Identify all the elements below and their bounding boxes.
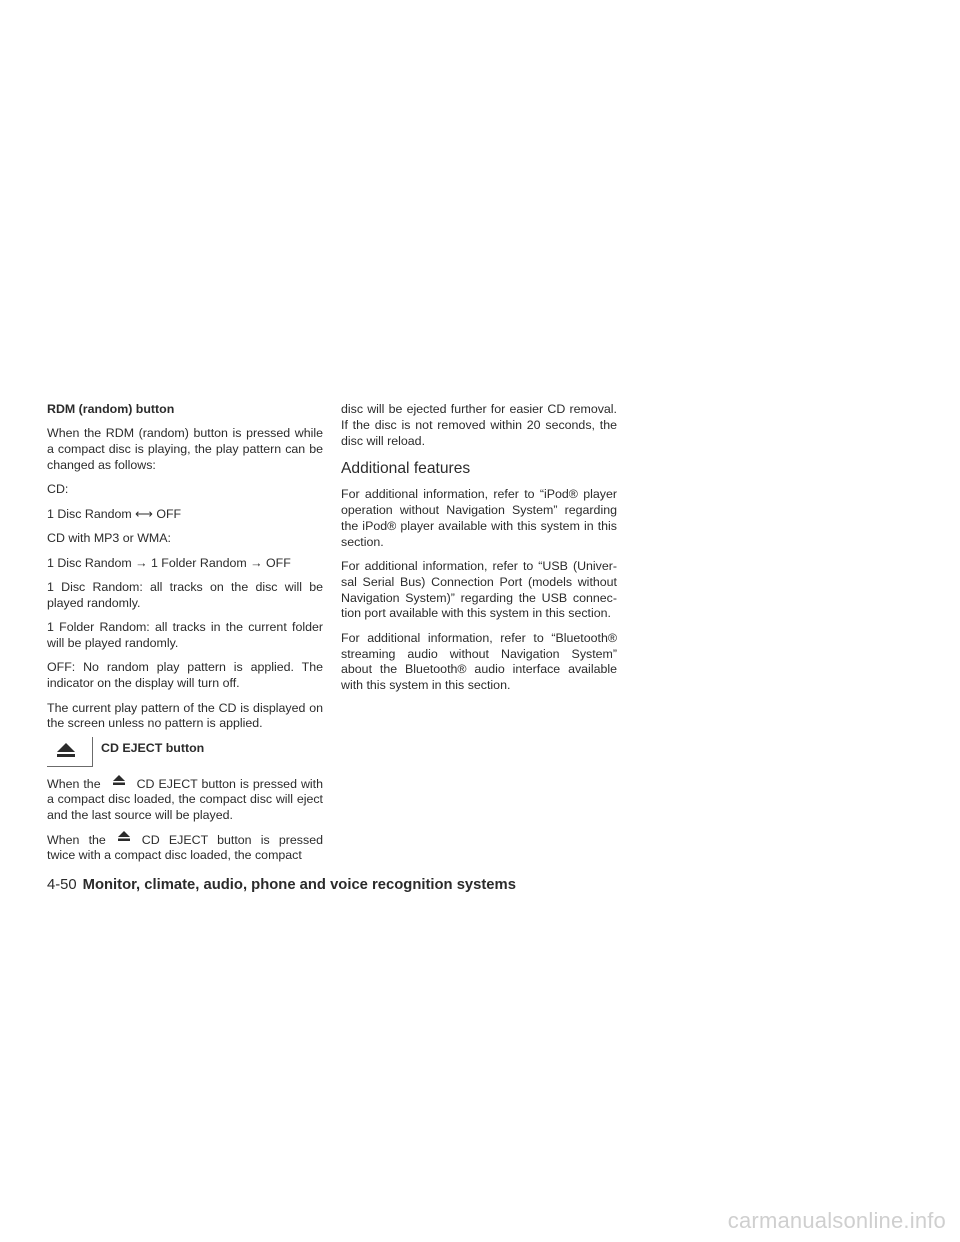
cd-eject-heading-block <box>47 741 323 771</box>
inline-eject-icon <box>101 777 137 793</box>
eject-once-lead: When the <box>47 776 101 791</box>
page-number: 4-50 <box>47 877 77 893</box>
inline-eject-icon <box>106 833 142 849</box>
eject-icon <box>113 775 125 785</box>
eject-twice-paragraph <box>47 833 323 865</box>
eject-once-paragraph <box>47 777 323 824</box>
chapter-title: Monitor, climate, audio, phone and voice recognition systems <box>82 877 516 893</box>
eject-icon <box>118 831 130 841</box>
eject-twice-lead: When the <box>47 832 106 847</box>
off-description: OFF: No random play pattern is applied. The indicator on the display will turn off. <box>47 660 323 691</box>
cd-pattern: 1 Disc Random ⟷ OFF <box>47 506 182 521</box>
eject-twice-text: CD EJECT button is pressed twice with a compact disc loaded, the compact <box>47 832 323 863</box>
eject-continuation-paragraph: disc will be ejected further for easier CD removal. If the disc is not removed within 20 seconds, the disc will reload. <box>341 402 617 448</box>
cd-eject-heading: CD EJECT button <box>101 740 205 755</box>
eject-once-text: CD EJECT button is pressed with a compact disc loaded, the compact disc will eject and the last source will be played. <box>47 776 323 823</box>
eject-icon-box <box>47 737 93 767</box>
play-pattern-display-note: The current play pattern of the CD is displayed on the screen unless no pattern is applied. <box>47 700 323 731</box>
right-column <box>341 402 617 703</box>
rdm-button-heading: RDM (random) button <box>47 402 175 416</box>
usb-reference-paragraph: For additional information, refer to “USB (Univer-sal Serial Bus) Connection Port (models without Navigation System)” regarding the USB connec-tion port available with this system in this section. <box>341 558 617 621</box>
mp3-wma-pattern: 1 Disc Random → 1 Folder Random → OFF <box>47 555 291 570</box>
left-column <box>47 402 323 873</box>
additional-features-heading: Additional features <box>341 460 471 478</box>
watermark: carmanualsonline.info <box>727 1208 946 1233</box>
page-footer <box>47 877 516 893</box>
eject-icon <box>57 743 75 757</box>
ipod-reference-paragraph: For additional information, refer to “iPod® player operation without Navigation System” regarding the iPod® player available with this system in this section. <box>341 487 617 549</box>
mp3-wma-label: CD with MP3 or WMA: <box>47 531 171 546</box>
rdm-intro-paragraph: When the RDM (random) button is pressed while a compact disc is playing, the play pattern can be changed as follows: <box>47 426 323 472</box>
cd-label: CD: <box>47 482 69 497</box>
disc-random-description: 1 Disc Random: all tracks on the disc will be played randomly. <box>47 579 323 610</box>
bluetooth-reference-paragraph: For additional information, refer to “Bluetooth® streaming audio without Navigation System” about the Bluetooth® audio interface available with this system in this section. <box>341 630 617 693</box>
folder-random-description: 1 Folder Random: all tracks in the current folder will be played randomly. <box>47 620 323 650</box>
